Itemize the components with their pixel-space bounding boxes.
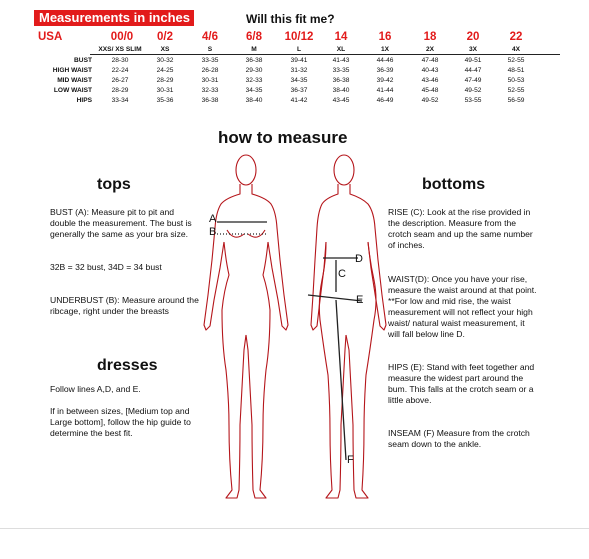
tops-heading: tops [97, 176, 131, 193]
table-cell: 52-55 [507, 57, 525, 64]
measurements-tag: Measurements in inches [34, 10, 194, 26]
table-cell: 38-40 [245, 97, 263, 104]
table-cell: XXS/ XS SLIM [98, 46, 142, 53]
size-14: 14 [334, 31, 348, 43]
label-a: A [209, 213, 217, 225]
table-row [0, 56, 589, 66]
table-cell: 52-55 [507, 87, 525, 94]
table-cell: 43-46 [421, 77, 439, 84]
table-cell: 36-38 [245, 57, 263, 64]
table-cell: 45-48 [421, 87, 439, 94]
table-cell: 2X [425, 46, 435, 53]
table-cell: 3X [468, 46, 478, 53]
table-cell: XS [160, 46, 170, 53]
table-cell: 43-45 [332, 97, 350, 104]
table-cell: 1X [380, 46, 390, 53]
table-cell: 49-52 [464, 87, 482, 94]
label-f: F [347, 454, 354, 466]
dresses-lines: Follow lines A,D, and E. [50, 384, 141, 394]
table-cell: 50-53 [507, 77, 525, 84]
bust-example: 32B = 32 bust, 34D = 34 bust [50, 262, 162, 272]
table-divider [90, 54, 560, 55]
table-cell: 48-51 [507, 67, 525, 74]
table-row [0, 66, 589, 76]
label-d: D [355, 253, 363, 265]
row-label: BUST [74, 57, 92, 64]
table-row [0, 86, 589, 96]
table-cell: 41-43 [332, 57, 350, 64]
table-row [0, 96, 589, 106]
size-10-12: 10/12 [284, 31, 314, 43]
table-cell: 39-41 [290, 57, 308, 64]
table-cell: 22-24 [111, 67, 129, 74]
bust-instructions: BUST (A): Measure pit to pit and double the measurement. The bust is generally the same as your bra size. [50, 207, 192, 239]
table-cell: 32-33 [245, 77, 263, 84]
table-cell: 38-40 [332, 87, 350, 94]
size-16: 16 [378, 31, 392, 43]
size-00-0: 00/0 [110, 31, 134, 43]
row-label: HIGH WAIST [52, 67, 92, 74]
table-cell: 28-29 [111, 87, 129, 94]
waist-instructions: WAIST(D): Once you have your rise, measure the waist around at that point. **For low and mid rise, the waist measurement will not reflect your high waist/ natural waist measurement, it will fall below line D. [388, 274, 537, 339]
table-cell: 53-55 [464, 97, 482, 104]
table-cell: 34-35 [290, 77, 308, 84]
fit-question-title: Will this fit me? [246, 12, 335, 26]
row-label: MID WAIST [57, 77, 92, 84]
label-e: E [356, 294, 364, 306]
table-cell: 30-31 [156, 87, 174, 94]
table-cell: 30-31 [201, 77, 219, 84]
dresses-heading: dresses [97, 357, 158, 374]
inseam-instructions: INSEAM (F) Measure from the crotch seam down to the ankle. [388, 428, 530, 449]
table-cell: 41-42 [290, 97, 308, 104]
row-label: HIPS [76, 97, 92, 104]
table-cell: XL [336, 46, 346, 53]
table-cell: 35-36 [156, 97, 174, 104]
table-cell: 26-27 [111, 77, 129, 84]
line-e [308, 295, 362, 301]
table-cell: 30-32 [156, 57, 174, 64]
label-b: B [209, 226, 217, 238]
how-to-measure-title: how to measure [218, 128, 348, 147]
table-cell: 44-47 [464, 67, 482, 74]
table-cell: 36-38 [332, 77, 350, 84]
table-cell: 31-32 [290, 67, 308, 74]
size-6-8: 6/8 [246, 31, 262, 43]
table-row [0, 76, 589, 86]
table-cell: 47-49 [464, 77, 482, 84]
table-cell: 46-49 [376, 97, 394, 104]
table-cell: 34-35 [245, 87, 263, 94]
size-4-6: 4/6 [202, 31, 218, 43]
footer-divider [0, 528, 589, 529]
table-cell: 36-38 [201, 97, 219, 104]
table-cell: S [207, 46, 213, 53]
size-20: 20 [466, 31, 480, 43]
table-cell: 32-33 [201, 87, 219, 94]
size-18: 18 [423, 31, 437, 43]
table-cell: 28-29 [156, 77, 174, 84]
table-cell: 33-35 [201, 57, 219, 64]
table-cell: 44-46 [376, 57, 394, 64]
table-cell: 36-37 [290, 87, 308, 94]
table-cell: 33-35 [332, 67, 350, 74]
table-cell: 24-25 [156, 67, 174, 74]
dresses-between-sizes: If in between sizes, [Medium top and Large bottom], follow the hip guide to determine the best fit. [50, 406, 191, 438]
bottoms-heading: bottoms [422, 176, 486, 193]
measurement-lines [196, 150, 396, 480]
table-cell: L [296, 46, 302, 53]
table-cell: 49-52 [421, 97, 439, 104]
table-cell: 29-30 [245, 67, 263, 74]
table-cell: 26-28 [201, 67, 219, 74]
table-cell: 28-30 [111, 57, 129, 64]
table-cell: 33-34 [111, 97, 129, 104]
size-row [0, 31, 589, 45]
line-f [336, 300, 346, 460]
table-cell: 36-39 [376, 67, 394, 74]
rise-instructions: RISE (C): Look at the rise provided in the description. Measure from the crotch seam and up the same number of inches. [388, 207, 533, 250]
table-cell: 4X [511, 46, 521, 53]
row-label: LOW WAIST [53, 87, 92, 94]
table-cell: 39-42 [376, 77, 394, 84]
underbust-instructions: UNDERBUST (B): Measure around the ribcage, right under the breasts [50, 295, 199, 316]
table-cell: 41-44 [376, 87, 394, 94]
table-cell: M [251, 46, 257, 53]
table-cell: 49-51 [464, 57, 482, 64]
hips-instructions: HIPS (E): Stand with feet together and measure the widest part around the bum. This falls at the crotch seam or a little above. [388, 362, 535, 405]
label-c: C [338, 268, 346, 280]
table-cell: 40-43 [421, 67, 439, 74]
size-22: 22 [509, 31, 523, 43]
size-usa: USA [38, 31, 63, 43]
table-cell: 56-59 [507, 97, 525, 104]
size-0-2: 0/2 [157, 31, 173, 43]
table-cell: 47-48 [421, 57, 439, 64]
